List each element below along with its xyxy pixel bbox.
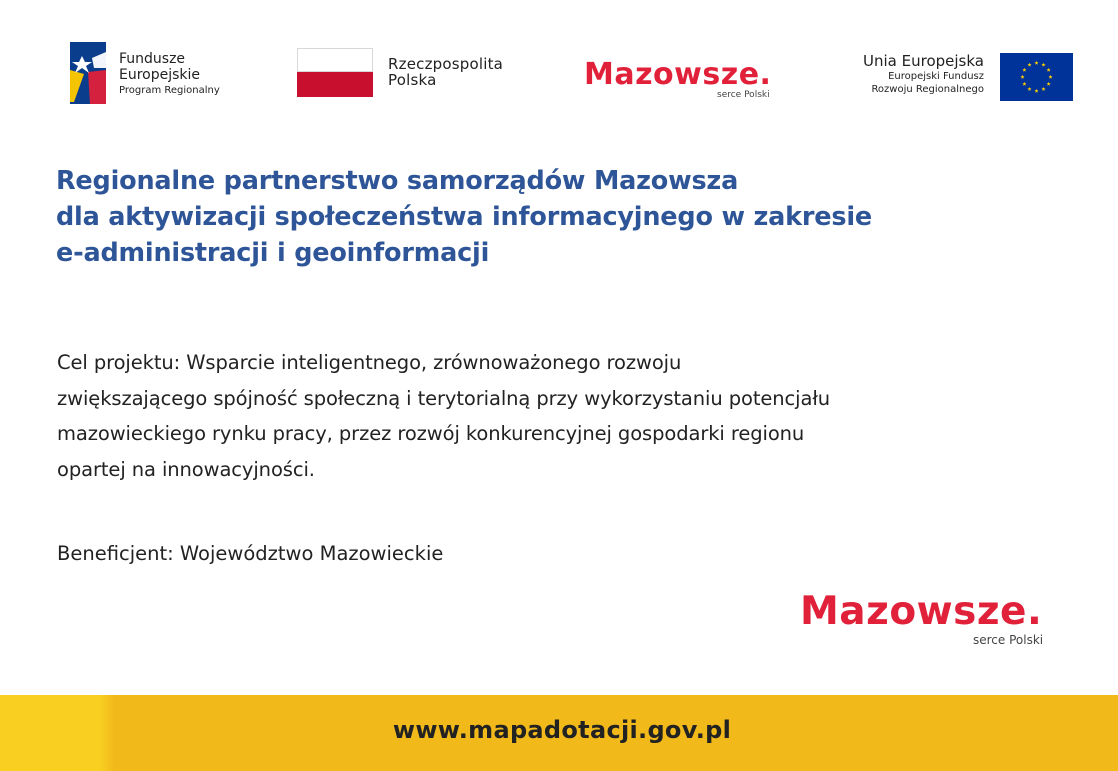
ue-line1: Unia Europejska <box>863 52 984 70</box>
logo-strip <box>0 40 1118 110</box>
fundusze-europejskie-logo <box>70 42 270 102</box>
goal-line4: opartej na innowacyjności. <box>57 457 315 481</box>
beneficiary: Beneficjent: Województwo Mazowieckie <box>57 542 444 565</box>
ue-line3: Rozwoju Regionalnego <box>871 84 984 95</box>
project-title <box>56 163 1006 271</box>
mazowsze-wordmark-small: Mazowsze. <box>584 57 772 92</box>
rp-line2: Polska <box>388 71 437 89</box>
title-line1: Regionalne partnerstwo samorządów Mazowsza <box>56 166 739 196</box>
ue-line2: Europejski Fundusz <box>888 71 984 82</box>
mazowsze-logo-large <box>798 588 1068 648</box>
mazowsze-wordmark-large: Mazowsze. <box>800 589 1043 634</box>
fundusze-europejskie-text <box>119 51 220 98</box>
mazowsze-tagline-large: serce Polski <box>973 633 1044 647</box>
rzeczpospolita-polska-logo <box>297 48 527 100</box>
rzeczpospolita-polska-text <box>388 56 503 88</box>
fundusze-europejskie-icon <box>70 42 106 104</box>
title-line3: e-administracji i geoinformacji <box>56 238 490 268</box>
fe-line3: Program Regionalny <box>119 85 220 96</box>
goal-line1: Cel projektu: Wsparcie inteligentnego, zrównoważonego rozwoju <box>57 351 682 374</box>
title-line2: dla aktywizacji społeczeństwa informacyjnego w zakresie <box>56 202 872 232</box>
goal-line2: zwiększającego spójność społeczną i terytorialną przy wykorzystaniu potencjału <box>57 386 831 410</box>
unia-europejska-text <box>863 52 984 96</box>
project-goal <box>57 345 1017 487</box>
footer-url-link[interactable]: www.mapadotacji.gov.pl <box>392 716 732 744</box>
eu-flag-icon <box>1000 53 1073 101</box>
fe-line2: Europejskie <box>119 67 201 83</box>
goal-line3: mazowieckiego rynku pracy, przez rozwój konkurencyjnej gospodarki regionu <box>57 422 805 445</box>
mazowsze-tagline-small: serce Polski <box>717 90 770 100</box>
unia-europejska-logo <box>845 50 1080 106</box>
polish-flag-icon <box>297 48 373 98</box>
rp-line1: Rzeczpospolita <box>388 55 504 73</box>
fe-line1: Fundusze <box>119 51 186 67</box>
mazowsze-logo-small <box>580 52 790 100</box>
